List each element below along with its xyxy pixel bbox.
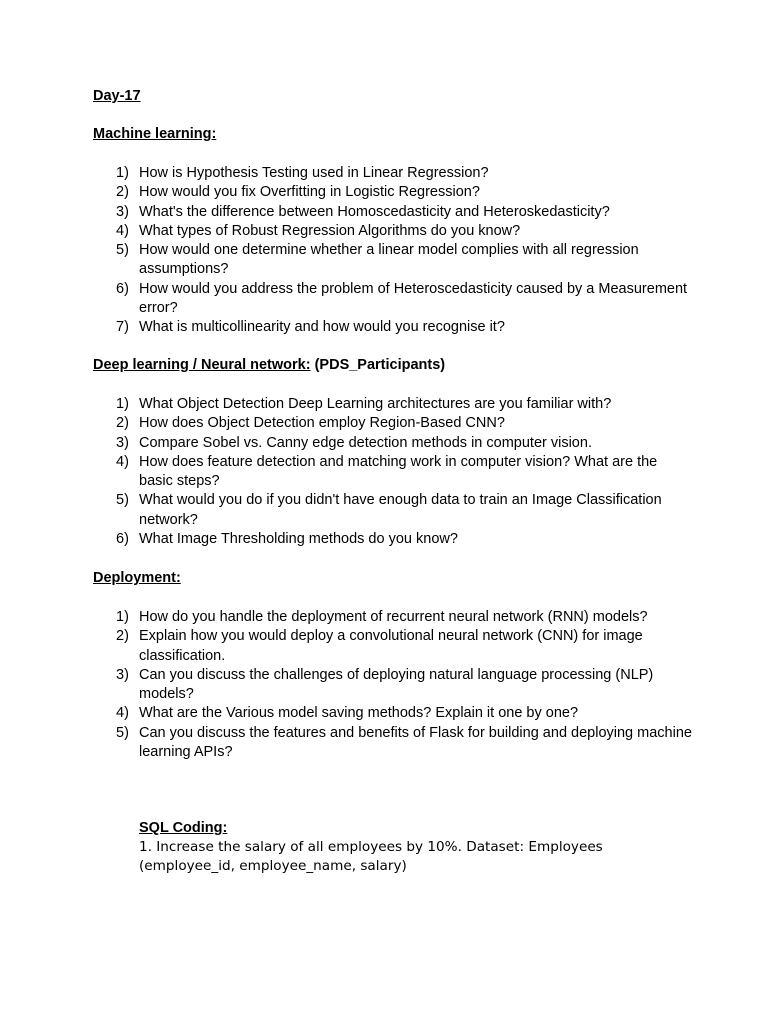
machine-learning-heading: Machine learning:: [93, 126, 217, 142]
list-item: 2) How does Object Detection employ Region-Based CNN?: [116, 415, 505, 432]
list-item: 2) How would you fix Overfitting in Logistic Regression?: [116, 184, 480, 201]
machine-learning-list: [93, 164, 693, 338]
list-item: 6) How would you address the problem of Heteroscedasticity caused by a Measurement error?: [116, 280, 688, 317]
list-item: 1) How is Hypothesis Testing used in Linear Regression?: [116, 165, 489, 181]
page-title: Day-17: [93, 88, 141, 104]
list-item: 3) Compare Sobel vs. Canny edge detection methods in computer vision.: [116, 434, 592, 451]
list-item: 7) What is multicollinearity and how would you recognise it?: [116, 319, 505, 336]
sql-heading: SQL Coding:: [139, 820, 228, 836]
list-item: 4) What are the Various model saving methods? Explain it one by one?: [116, 705, 579, 722]
list-item: 2) Explain how you would deploy a convolutional neural network (CNN) for image classification.: [116, 628, 643, 664]
list-item: 5) How would one determine whether a linear model complies with all regression assumptions?: [116, 242, 639, 278]
list-item: 1) How do you handle the deployment of recurrent neural network (RNN) models?: [116, 609, 648, 625]
list-item: 4) How does feature detection and matching work in computer vision? What are the basic steps?: [116, 453, 658, 490]
list-item: 5) What would you do if you didn't have enough data to train an Image Classification network?: [116, 492, 662, 528]
deployment-heading: Deployment:: [93, 570, 181, 586]
deep-learning-heading: Deep learning / Neural network: (PDS_Participants): [93, 357, 446, 373]
list-item: 5) Can you discuss the features and benefits of Flask for building and deploying machine learning APIs?: [116, 724, 692, 761]
deployment-list: [93, 608, 693, 762]
sql-section: [139, 819, 659, 875]
sql-question: 1. Increase the salary of all employees by 10%. Dataset: Employees (employee_id, employee_name, salary): [139, 839, 603, 874]
deep-learning-list: [93, 395, 693, 549]
list-item: 1) What Object Detection Deep Learning architectures are you familiar with?: [116, 396, 612, 412]
list-item: 3) What's the difference between Homoscedasticity and Heteroskedasticity?: [116, 203, 610, 220]
list-item: 6) What Image Thresholding methods do you know?: [116, 531, 458, 548]
list-item: 4) What types of Robust Regression Algorithms do you know?: [116, 222, 521, 239]
list-item: 3) Can you discuss the challenges of deploying natural language processing (NLP) models?: [116, 666, 654, 703]
